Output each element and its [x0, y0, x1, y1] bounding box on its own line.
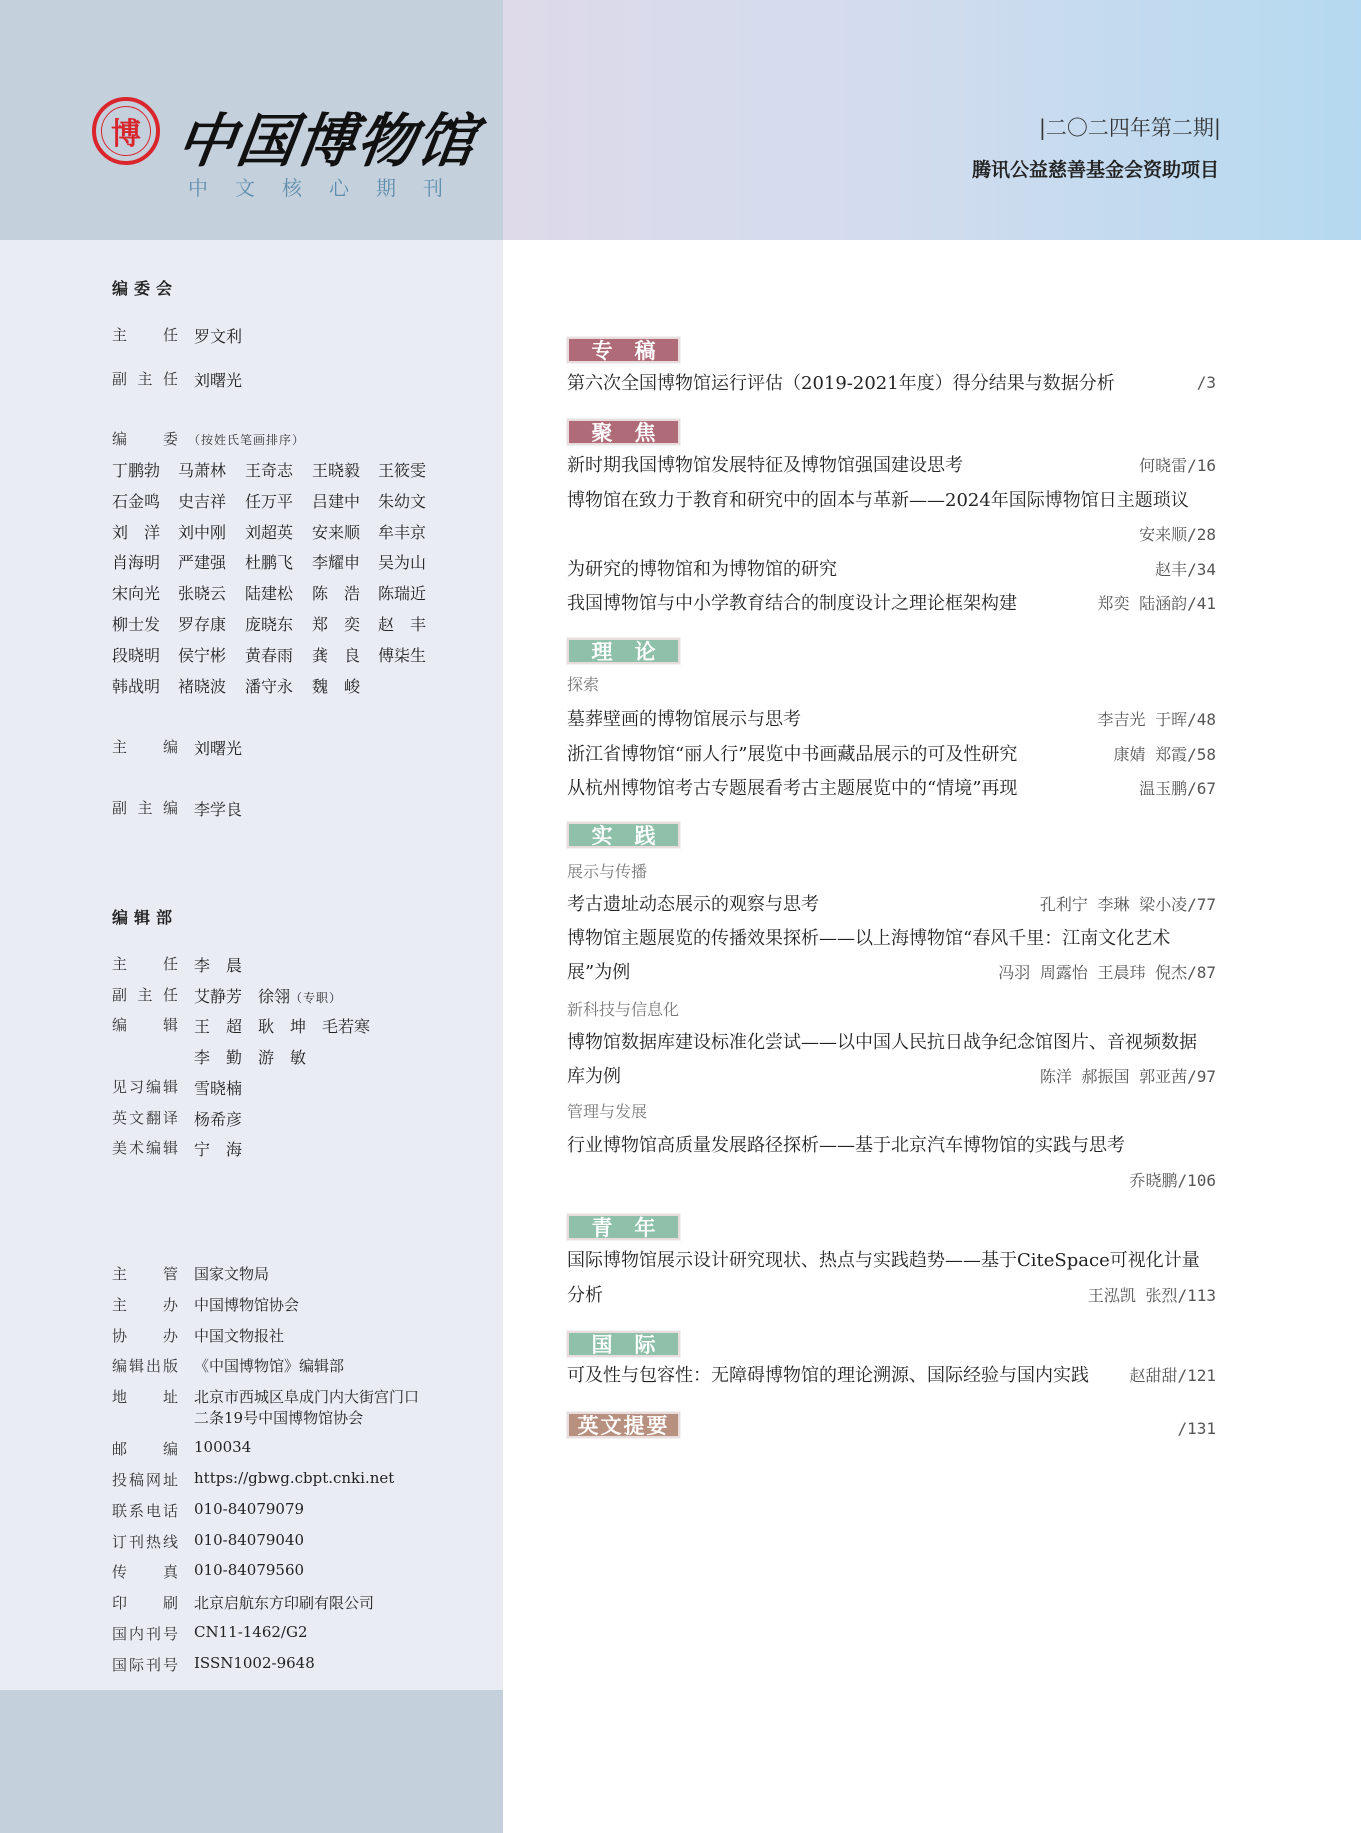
editorial-member: 李耀申	[312, 553, 361, 573]
editorial-member: 王晓毅	[312, 461, 361, 480]
dept-member	[194, 953, 242, 976]
article-title[interactable]: 分析	[567, 1285, 603, 1306]
article-title[interactable]: 可及性与包容性：无障碍博物馆的理论溯源、国际经验与国内实践	[567, 1365, 1089, 1386]
field-label: 主编	[112, 738, 178, 756]
toc-article-row[interactable]	[567, 741, 1216, 765]
field-label: 国内刊号	[112, 1625, 178, 1643]
article-title[interactable]: 展”为例	[567, 962, 631, 983]
toc-article-row[interactable]	[567, 775, 1216, 799]
article-author-page: 康婧 郑霞/58	[1113, 744, 1216, 764]
field-label: 副主任	[112, 370, 178, 388]
dept-member-name: 宁 海	[194, 1140, 243, 1160]
publication-info-value: https://gbwg.cbpt.cnki.net	[194, 1469, 395, 1487]
publication-info-value: CN11-1462/G2	[194, 1623, 308, 1641]
editorial-member: 严建强	[178, 553, 227, 573]
article-title[interactable]: 浙江省博物馆“丽人行”展览中书画藏品展示的可及性研究	[567, 744, 1018, 765]
article-title[interactable]: 博物馆数据库建设标准化尝试——以中国人民抗日战争纪念馆图片、音视频数据	[567, 1032, 1197, 1053]
article-title[interactable]: 国际博物馆展示设计研究现状、热点与实践趋势——基于CiteSpace可视化计量	[567, 1250, 1200, 1271]
article-author-page: 陈洋 郝振国 郭亚茜/97	[1039, 1066, 1216, 1086]
field-label: 印刷	[112, 1594, 178, 1613]
field-label: 英文翻译	[112, 1108, 178, 1127]
toc-article-row[interactable]	[567, 1132, 1216, 1156]
section-badge: 国际	[567, 1331, 680, 1357]
field-label: 主任	[112, 955, 178, 973]
dept-member	[194, 1014, 370, 1037]
editorial-member: 罗存康	[178, 615, 227, 634]
editorial-member: 庞晓东	[245, 615, 294, 634]
article-author-page: 孔利宁 李琳 梁小凌/77	[1039, 894, 1216, 914]
field-label: 副主编	[112, 799, 178, 817]
article-author-page: 王泓凯 张烈/113	[1087, 1285, 1216, 1305]
editorial-member: 王筱雯	[378, 461, 427, 480]
editorial-member: 张晓云	[178, 584, 227, 604]
toc-article-row[interactable]	[567, 521, 1216, 545]
toc-article-row[interactable]	[567, 590, 1216, 614]
journal-logo: 中国博物馆	[172, 107, 483, 175]
publication-info-value: 北京市西城区阜成门内大街宫门口	[194, 1388, 420, 1407]
section-badge: 理论	[567, 638, 680, 664]
museum-seal-logo-icon	[92, 97, 160, 165]
editorial-member: 褚晓波	[178, 676, 227, 696]
dept-member	[194, 1045, 306, 1068]
publication-info-value: 二条19号中国博物馆协会	[194, 1409, 364, 1428]
publication-info-value: 100034	[194, 1438, 252, 1457]
field-label: 见习编辑	[112, 1077, 178, 1096]
publication-info-value: 010-84079040	[194, 1530, 305, 1549]
toc-article-row[interactable]	[567, 891, 1216, 915]
dept-member-name: 艾静芳 徐翎	[194, 986, 291, 1006]
article-title[interactable]: 博物馆主题展览的传播效果探析——以上海博物馆“春风千里：江南文化艺术	[567, 928, 1171, 949]
toc-article-row[interactable]	[567, 487, 1216, 511]
section-badge: 专稿	[567, 337, 680, 363]
article-title[interactable]: 我国博物馆与中小学教育结合的制度设计之理论框架构建	[567, 593, 1017, 614]
editorial-member: 郑 奕	[312, 615, 361, 634]
field-label: 订刊热线	[112, 1532, 178, 1551]
editorial-member: 潘守永	[245, 676, 294, 696]
section-badge: 聚焦	[567, 419, 680, 445]
editorial-member: 史吉祥	[178, 491, 227, 511]
publication-info-value: ISSN1002-9648	[194, 1653, 315, 1672]
editorial-member: 魏 峻	[312, 676, 361, 696]
editorial-member: 赵 丰	[378, 615, 427, 634]
article-page: /131	[1177, 1418, 1216, 1438]
field-label: 投稿网址	[112, 1471, 178, 1489]
editorial-member: 丁鹏勃	[112, 461, 161, 480]
editorial-member: 王奇志	[245, 461, 294, 480]
editorial-member: 吴为山	[378, 553, 427, 573]
toc-article-row[interactable]	[567, 1167, 1216, 1191]
toc-row	[567, 1416, 1216, 1440]
dept-member	[194, 1137, 242, 1160]
toc-article-row[interactable]	[567, 1362, 1216, 1386]
dept-member-name: 李 晨	[194, 956, 243, 975]
article-title[interactable]: 行业博物馆高质量发展路径探析——基于北京汽车博物馆的实践与思考	[567, 1135, 1125, 1156]
members-note: （按姓氏笔画排序）	[188, 433, 306, 447]
dept-member	[194, 1107, 242, 1130]
field-label: 编辑	[112, 1016, 178, 1035]
editorial-member: 段晓明	[112, 645, 161, 665]
field-label: 地址	[112, 1388, 178, 1407]
publication-info-value: 010-84079560	[194, 1561, 305, 1580]
article-title[interactable]: 为研究的博物馆和为博物馆的研究	[567, 559, 837, 580]
publication-info-value: 北京启航东方印刷有限公司	[194, 1594, 375, 1613]
toc-article-row[interactable]	[567, 556, 1216, 580]
board-member: 罗文利	[194, 327, 243, 346]
editorial-member: 肖海明	[112, 553, 161, 573]
publication-info-value: 010-84079079	[194, 1499, 305, 1518]
article-author-page: 赵甜甜/121	[1129, 1365, 1216, 1385]
editorial-member: 侯宁彬	[178, 645, 227, 665]
editorial-member: 柳士发	[112, 615, 161, 634]
editorial-member: 刘超英	[245, 522, 294, 542]
toc-article-row[interactable]	[567, 1247, 1216, 1271]
sponsor-label: 腾讯公益慈善基金会资助项目	[971, 159, 1219, 181]
toc-article-row[interactable]	[567, 1282, 1216, 1306]
dept-member-name: 王 超 耿 坤 毛若寒	[194, 1017, 371, 1037]
article-title[interactable]: 博物馆在致力于教育和研究中的固本与革新——2024年国际博物馆日主题琐议	[567, 490, 1189, 511]
toc-subheading: 新科技与信息化	[567, 999, 680, 1019]
article-title[interactable]: 库为例	[567, 1066, 621, 1087]
field-label: 编辑出版	[112, 1357, 178, 1376]
editorial-member: 傅柒生	[378, 645, 427, 665]
toc-article-row[interactable]	[567, 452, 1216, 476]
article-author-page: 赵丰/34	[1155, 559, 1216, 579]
dept-member	[194, 984, 342, 1007]
field-label: 联系电话	[112, 1501, 178, 1520]
dept-member-name: 雪晓楠	[194, 1078, 243, 1098]
header-right-panel	[503, 0, 1361, 240]
section-badge: 英文提要	[567, 1412, 680, 1438]
editorial-member: 刘 洋	[112, 522, 161, 542]
article-author-page: 郑奕 陆涵韵/41	[1097, 593, 1216, 613]
field-label: 邮编	[112, 1440, 178, 1459]
toc-subheading: 探索	[567, 674, 600, 694]
toc-article-row[interactable]	[567, 706, 1216, 730]
editorial-member: 朱幼文	[378, 491, 427, 511]
field-label: 传真	[112, 1563, 178, 1582]
editorial-member: 黄春雨	[245, 645, 294, 665]
editorial-member: 宋向光	[112, 584, 161, 604]
dept-member-name: 李 勤 游 敏	[194, 1048, 307, 1068]
editorial-member: 杜鹏飞	[245, 553, 294, 573]
dept-member	[194, 1076, 242, 1099]
field-label: 国际刊号	[112, 1655, 178, 1674]
article-author-page: 安来顺/28	[1139, 524, 1216, 544]
toc-article-row[interactable]	[567, 1029, 1216, 1053]
field-label: 编委	[112, 430, 178, 448]
editorial-member: 安来顺	[312, 522, 361, 542]
section-badge: 实践	[567, 822, 680, 848]
toc-subheading: 管理与发展	[567, 1101, 648, 1121]
publication-info-value: 中国博物馆协会	[194, 1295, 300, 1314]
editorial-member: 任万平	[245, 491, 294, 511]
publication-info-value: 国家文物局	[194, 1265, 270, 1283]
toc-article-row[interactable]	[567, 959, 1216, 983]
article-author-page: 何晓雷/16	[1139, 455, 1216, 475]
chief-editor: 刘曙光	[194, 739, 243, 758]
editorial-member: 韩战明	[112, 676, 161, 696]
article-title[interactable]: 从杭州博物馆考古专题展看考古主题展览中的“情境”再现	[567, 778, 1018, 799]
field-label: 副主任	[112, 985, 178, 1004]
sidebar-footer	[0, 1690, 503, 1833]
toc-article-row[interactable]	[567, 370, 1216, 394]
editorial-member: 牟丰京	[378, 522, 427, 542]
board-title: 编委会	[112, 279, 179, 298]
article-author-page: /3	[1196, 372, 1216, 392]
article-title[interactable]: 考古遗址动态展示的观察与思考	[567, 894, 819, 915]
editorial-member: 刘中刚	[178, 522, 227, 542]
editorial-member: 龚 良	[312, 645, 361, 665]
editorial-member: 石金鸣	[112, 491, 161, 511]
chief-editor: 李学良	[194, 800, 243, 819]
field-label: 美术编辑	[112, 1139, 178, 1158]
field-label: 主任	[112, 326, 178, 344]
editorial-member: 陈 浩	[312, 584, 361, 604]
article-title[interactable]: 新时期我国博物馆发展特征及博物馆强国建设思考	[567, 455, 963, 476]
article-author-page: 乔晓鹏/106	[1129, 1170, 1216, 1190]
article-title[interactable]: 墓葬壁画的博物馆展示与思考	[567, 709, 801, 730]
dept-member-name: 杨希彦	[194, 1109, 243, 1129]
article-author-page: 李吉光 于晖/48	[1097, 709, 1216, 729]
field-label: 协办	[112, 1326, 178, 1345]
editorial-member: 陆建松	[245, 584, 294, 604]
article-author-page: 温玉鹏/67	[1139, 778, 1216, 798]
seal-glyph: 博	[111, 117, 141, 152]
toc-subheading: 展示与传播	[567, 861, 648, 881]
editorial-member: 吕建中	[312, 491, 361, 511]
editorial-member: 陈瑞近	[378, 584, 427, 604]
dept-title: 编辑部	[112, 908, 179, 927]
article-author-page: 冯羽 周露怡 王晨玮 倪杰/87	[998, 962, 1216, 982]
toc-article-row[interactable]	[567, 925, 1216, 949]
dept-note: （专职）	[290, 990, 343, 1005]
editorial-member: 马萧林	[178, 461, 227, 480]
article-title[interactable]: 第六次全国博物馆运行评估（2019-2021年度）得分结果与数据分析	[567, 373, 1115, 394]
toc-article-row[interactable]	[567, 1063, 1216, 1087]
journal-subtitle: 中文核心期刊	[188, 176, 470, 200]
field-label: 主管	[112, 1265, 178, 1283]
section-badge: 青年	[567, 1214, 680, 1240]
field-label: 主办	[112, 1295, 178, 1314]
publication-info-value: 中国文物报社	[194, 1326, 285, 1345]
board-member: 刘曙光	[194, 371, 243, 390]
issue-label: |二〇二四年第二期|	[1038, 116, 1221, 140]
publication-info-value: 《中国博物馆》编辑部	[194, 1357, 345, 1376]
